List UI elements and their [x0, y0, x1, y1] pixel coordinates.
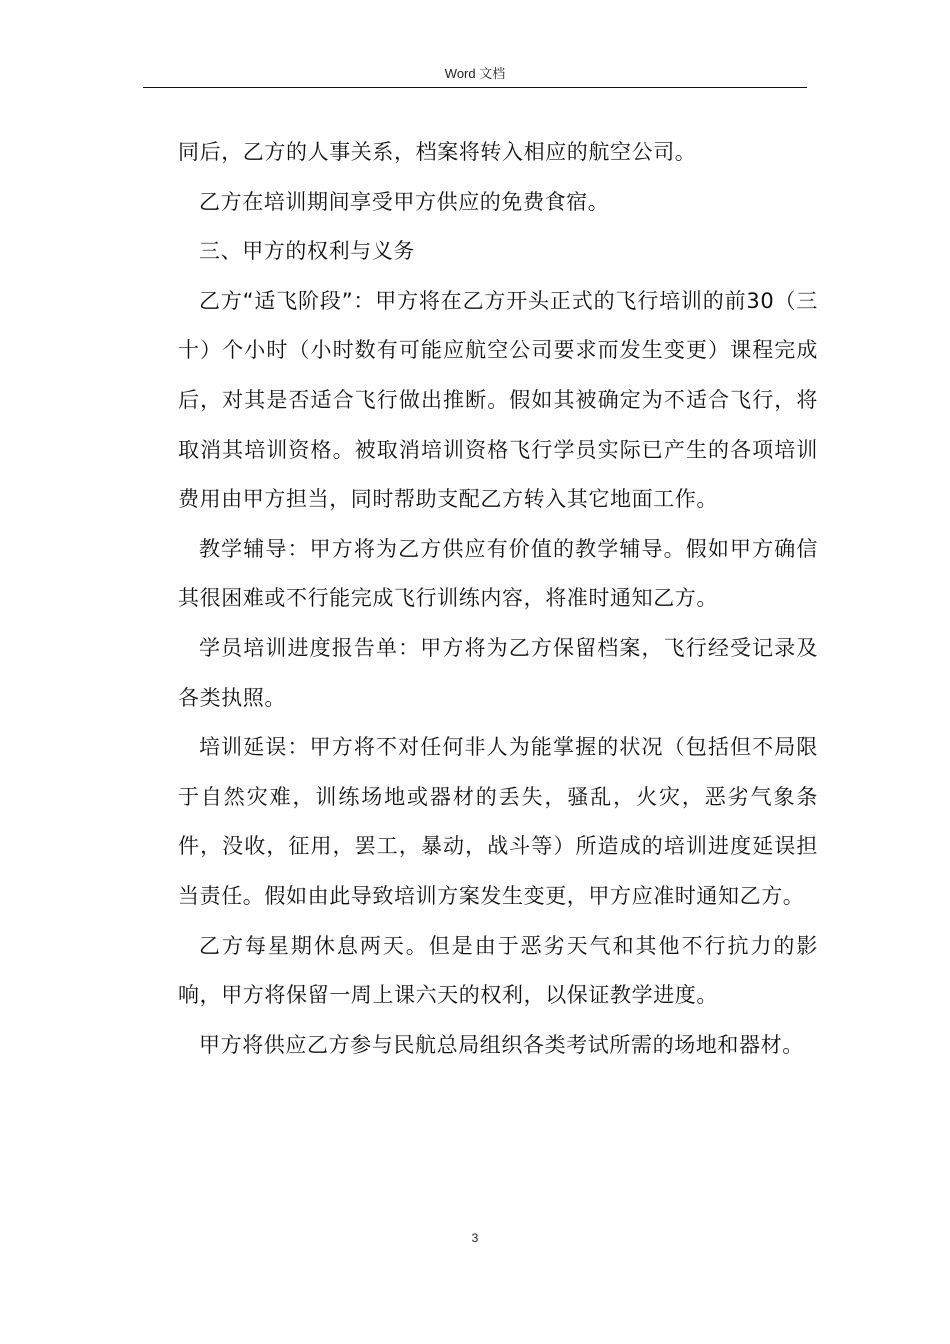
- paragraph-1: 同后，乙方的人事关系，档案将转入相应的航空公司。: [178, 140, 697, 164]
- document-body: [178, 128, 818, 1070]
- paragraph-training-delay: 培训延误：甲方将不对任何非人为能掌握的状况（包括但不局限于自然灾难，训练场地或器材的丢失，骚乱，火灾，恶劣气象条件，没收，征用，罢工，暴动，战斗等）所造成的培训进度延误担当责任。假如由此导致培训方案发生变更，甲方应准时通知乙方。: [178, 735, 818, 908]
- paragraph-flight-stage: 乙方“适飞阶段”：甲方将在乙方开头正式的飞行培训的前30（三十）个小时（小时数有可能应航空公司要求而发生变更）课程完成后，对其是否适合飞行做出推断。假如其被确定为不适合飞行，将取消其培训资格。被取消培训资格飞行学员实际已产生的各项培训费用由甲方担当，同时帮助支配乙方转入其它地面工作。: [178, 288, 818, 512]
- paragraph-rest-days: 乙方每星期休息两天。但是由于恶劣天气和其他不行抗力的影响，甲方将保留一周上课六天的权利，以保证教学进度。: [178, 933, 818, 1008]
- header-rule: [143, 87, 807, 88]
- page-header: Word 文档: [444, 66, 506, 81]
- paragraph-exam-facilities: 甲方将供应乙方参与民航总局组织各类考试所需的场地和器材。: [199, 1032, 804, 1057]
- paragraph-progress-report: 学员培训进度报告单：甲方将为乙方保留档案，飞行经受记录及各类执照。: [178, 635, 818, 710]
- paragraph-2: 乙方在培训期间享受甲方供应的免费食宿。: [199, 189, 610, 214]
- page-number: 3: [471, 1231, 479, 1245]
- section-heading: 三、甲方的权利与义务: [199, 239, 415, 264]
- paragraph-teaching-guidance: 教学辅导：甲方将为乙方供应有价值的教学辅导。假如甲方确信其很困难或不行能完成飞行训练内容，将准时通知乙方。: [178, 536, 818, 611]
